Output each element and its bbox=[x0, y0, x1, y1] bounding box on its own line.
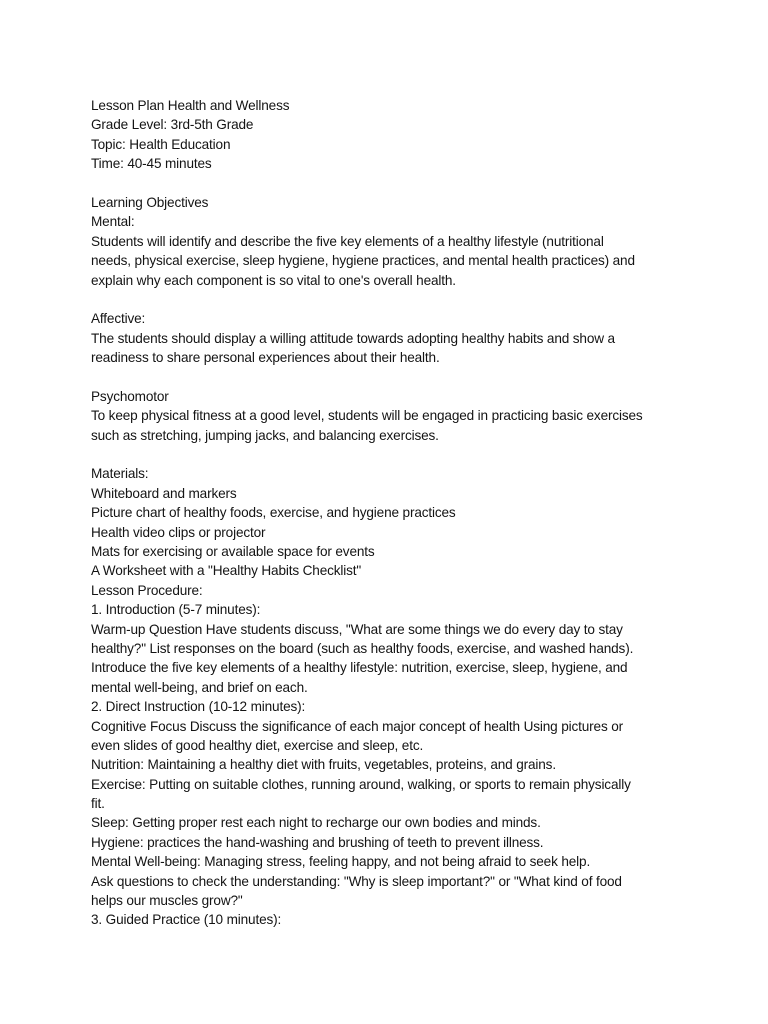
affective-heading: Affective: bbox=[91, 311, 146, 327]
procedure-line: Ask questions to check the understanding: "Why is sleep important?" or "What kind of food bbox=[91, 873, 622, 889]
materials-item: Picture chart of healthy foods, exercise, and hygiene practices bbox=[91, 505, 456, 521]
affective-text-line: The students should display a willing attitude towards adopting healthy habits and show a bbox=[91, 330, 615, 346]
psychomotor-heading: Psychomotor bbox=[91, 388, 169, 404]
procedure-line: even slides of good healthy diet, exercise and sleep, etc. bbox=[91, 737, 424, 753]
psychomotor-text-line: such as stretching, jumping jacks, and balancing exercises. bbox=[91, 427, 439, 443]
lesson-title: Lesson Plan Health and Wellness bbox=[91, 98, 290, 113]
procedure-line: helps our muscles grow?" bbox=[91, 893, 243, 909]
procedure-line: Exercise: Putting on suitable clothes, running around, walking, or sports to remain physically bbox=[91, 776, 631, 792]
materials-item: Mats for exercising or available space for events bbox=[91, 543, 375, 559]
mental-text-line: Students will identify and describe the five key elements of a healthy lifestyle (nutritional bbox=[91, 233, 604, 249]
procedure-line: 3. Guided Practice (10 minutes): bbox=[91, 912, 282, 928]
procedure-line: Introduce the five key elements of a healthy lifestyle: nutrition, exercise, sleep, hygiene, and bbox=[91, 660, 628, 676]
topic: Topic: Health Education bbox=[91, 136, 231, 152]
procedure-line: Hygiene: practices the hand-washing and brushing of teeth to prevent illness. bbox=[91, 834, 544, 850]
spacer bbox=[91, 367, 691, 386]
spacer bbox=[91, 290, 691, 309]
procedure-heading: Lesson Procedure: bbox=[91, 582, 203, 598]
procedure-line: mental well-being, and brief on each. bbox=[91, 679, 308, 695]
mental-text-line: needs, physical exercise, sleep hygiene, hygiene practices, and mental health practices) and bbox=[91, 253, 635, 269]
procedure-line: 2. Direct Instruction (10-12 minutes): bbox=[91, 699, 306, 715]
spacer bbox=[91, 445, 691, 464]
procedure-line: Mental Well-being: Managing stress, feeling happy, and not being afraid to seek help. bbox=[91, 854, 591, 870]
psychomotor-text-line: To keep physical fitness at a good level, students will be engaged in practicing basic exercises bbox=[91, 408, 643, 424]
affective-text-line: readiness to share personal experiences about their health. bbox=[91, 350, 440, 366]
materials-item: Health video clips or projector bbox=[91, 524, 266, 540]
materials-item: A Worksheet with a "Healthy Habits Checklist" bbox=[91, 563, 362, 579]
objectives-heading: Learning Objectives bbox=[91, 194, 209, 210]
grade-level: Grade Level: 3rd-5th Grade bbox=[91, 117, 254, 133]
mental-text-line: explain why each component is so vital to one's overall health. bbox=[91, 272, 456, 288]
procedure-line: fit. bbox=[91, 796, 105, 812]
procedure-line: Nutrition: Maintaining a healthy diet with fruits, vegetables, proteins, and grains. bbox=[91, 757, 556, 773]
materials-heading: Materials: bbox=[91, 466, 149, 482]
procedure-line: healthy?" List responses on the board (such as healthy foods, exercise, and washed hands). bbox=[91, 640, 634, 656]
materials-item: Whiteboard and markers bbox=[91, 485, 237, 501]
spacer bbox=[91, 174, 691, 193]
procedure-line: Sleep: Getting proper rest each night to recharge our own bodies and minds. bbox=[91, 815, 541, 831]
document-body bbox=[91, 96, 691, 930]
time: Time: 40-45 minutes bbox=[91, 156, 212, 172]
procedure-line: Cognitive Focus Discuss the significance of each major concept of health Using pictures or bbox=[91, 718, 624, 734]
procedure-line: 1. Introduction (5-7 minutes): bbox=[91, 602, 261, 618]
mental-heading: Mental: bbox=[91, 214, 135, 230]
procedure-line: Warm-up Question Have students discuss, "What are some things we do every day to stay bbox=[91, 621, 623, 637]
